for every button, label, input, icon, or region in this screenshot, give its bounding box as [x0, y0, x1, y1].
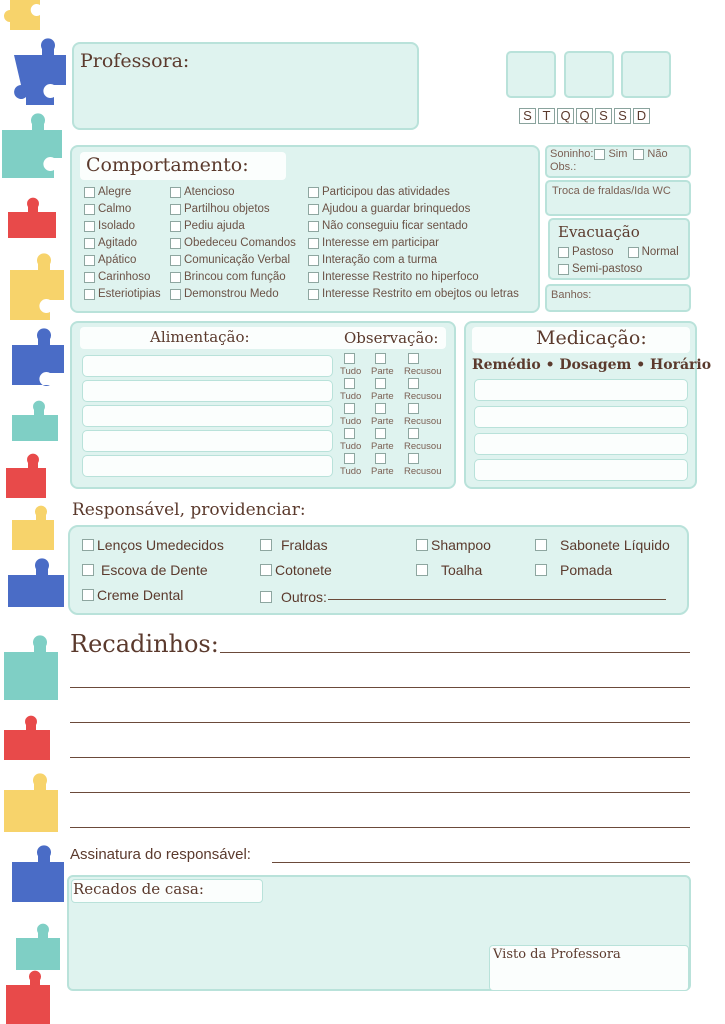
- weekday-letter[interactable]: D: [633, 108, 650, 124]
- providenciar-item[interactable]: [535, 537, 670, 553]
- alimentacao-option-label: Recusou: [404, 366, 442, 377]
- nao-checkbox[interactable]: [633, 149, 644, 160]
- medicacao-title: Medicação:: [536, 327, 647, 349]
- checkbox[interactable]: [308, 272, 319, 283]
- checkbox[interactable]: [170, 255, 181, 266]
- alimentacao-option-label: Recusou: [404, 391, 442, 402]
- alimentacao-option-label: Tudo: [340, 466, 362, 477]
- alimentacao-option-label: Parte: [371, 366, 394, 377]
- alimentacao-option-checkbox[interactable]: [344, 403, 355, 414]
- normal-checkbox[interactable]: [628, 247, 639, 258]
- recadinho-line[interactable]: [70, 757, 690, 758]
- alimentacao-option-label: Tudo: [340, 441, 362, 452]
- weekday-letter[interactable]: Q: [557, 108, 574, 124]
- recadinho-line[interactable]: [220, 652, 690, 653]
- alimentacao-field[interactable]: [82, 430, 333, 452]
- checkbox[interactable]: [170, 238, 181, 249]
- recadinhos-title: Recadinhos:: [70, 630, 219, 658]
- checkbox[interactable]: [170, 289, 181, 300]
- comportamento-item-label: Atencioso: [184, 186, 235, 198]
- comportamento-item[interactable]: [170, 288, 279, 300]
- alimentacao-option-checkbox[interactable]: [408, 428, 419, 439]
- checkbox[interactable]: [82, 589, 94, 601]
- evacuacao-box: [548, 218, 690, 280]
- medicacao-subtitle: Remédio • Dosagem • Horário: [472, 357, 712, 373]
- comportamento-item[interactable]: [308, 186, 450, 198]
- comportamento-title: Comportamento:: [86, 154, 249, 176]
- comportamento-item[interactable]: [84, 186, 131, 198]
- normal-label: Normal: [641, 246, 679, 258]
- checkbox[interactable]: [84, 289, 95, 300]
- comportamento-item-label: Pediu ajuda: [184, 220, 245, 232]
- semi-pastoso-label: Semi-pastoso: [572, 263, 643, 275]
- comportamento-item[interactable]: [308, 203, 470, 215]
- providenciar-item[interactable]: [260, 537, 328, 553]
- comportamento-item-label: Não conseguiu ficar sentado: [322, 220, 468, 232]
- alimentacao-option-checkbox[interactable]: [375, 378, 386, 389]
- comportamento-item-label: Calmo: [98, 203, 132, 215]
- checkbox[interactable]: [416, 564, 428, 576]
- checkbox[interactable]: [170, 272, 181, 283]
- comportamento-item-label: Brincou com função: [184, 271, 286, 283]
- comportamento-item-label: Interesse Restrito em obejtos ou letras: [322, 288, 519, 300]
- recados-casa-label: Recados de casa:: [73, 880, 204, 898]
- weekday-letter[interactable]: S: [614, 108, 631, 124]
- banhos-box[interactable]: [545, 284, 691, 312]
- weekday-letter[interactable]: Q: [576, 108, 593, 124]
- puzzle-piece-icon: [2, 0, 66, 1024]
- comportamento-item[interactable]: [170, 237, 296, 249]
- comportamento-item-label: Isolado: [98, 220, 136, 232]
- medicacao-field[interactable]: [474, 459, 688, 481]
- alimentacao-option-checkbox[interactable]: [375, 403, 386, 414]
- comportamento-item[interactable]: [170, 203, 270, 215]
- medicacao-field[interactable]: [474, 433, 688, 455]
- alimentacao-title: Alimentação:: [150, 328, 250, 346]
- alimentacao-option-checkbox[interactable]: [375, 453, 386, 464]
- comportamento-item[interactable]: [308, 271, 479, 283]
- comportamento-item-label: Alegre: [98, 186, 132, 198]
- visto-label: Visto da Professora: [493, 947, 621, 962]
- troca-box[interactable]: [545, 180, 691, 216]
- obs-label: Obs.:: [550, 161, 577, 173]
- comportamento-item-label: Esteriotipias: [98, 288, 161, 300]
- alimentacao-option-checkbox[interactable]: [408, 353, 419, 364]
- alimentacao-option-label: Tudo: [340, 416, 362, 427]
- day-box-2[interactable]: [564, 51, 614, 98]
- providenciar-item-label: Outros:: [281, 589, 327, 605]
- providenciar-item[interactable]: [82, 562, 208, 578]
- checkbox[interactable]: [84, 221, 95, 232]
- professora-panel: [72, 42, 419, 130]
- medicacao-field[interactable]: [474, 406, 688, 428]
- semi-pastoso-checkbox[interactable]: [558, 264, 569, 275]
- comportamento-item[interactable]: [84, 254, 136, 266]
- comportamento-item-label: Ajudou a guardar brinquedos: [322, 203, 471, 215]
- soninho-label: Soninho:: [550, 148, 594, 160]
- day-box-3[interactable]: [621, 51, 671, 98]
- checkbox[interactable]: [308, 238, 319, 249]
- checkbox[interactable]: [84, 238, 95, 249]
- providenciar-item-label: Cotonete: [275, 562, 332, 578]
- observacao-title: Observação:: [344, 329, 439, 347]
- weekday-letter[interactable]: S: [595, 108, 612, 124]
- assinatura-line[interactable]: [272, 862, 690, 863]
- checkbox[interactable]: [170, 187, 181, 198]
- comportamento-item[interactable]: [170, 271, 286, 283]
- alimentacao-option-checkbox[interactable]: [344, 353, 355, 364]
- checkbox[interactable]: [170, 204, 181, 215]
- sim-checkbox[interactable]: [594, 149, 605, 160]
- checkbox[interactable]: [535, 564, 547, 576]
- alimentacao-option-checkbox[interactable]: [344, 453, 355, 464]
- providenciar-item-label: Shampoo: [431, 537, 491, 553]
- checkbox[interactable]: [535, 539, 547, 551]
- nao-label: Não: [647, 148, 668, 160]
- checkbox[interactable]: [260, 539, 272, 551]
- checkbox[interactable]: [170, 221, 181, 232]
- checkbox[interactable]: [82, 539, 94, 551]
- checkbox[interactable]: [308, 221, 319, 232]
- alimentacao-option-checkbox[interactable]: [344, 428, 355, 439]
- comportamento-item-label: Partilhou objetos: [184, 203, 270, 215]
- checkbox[interactable]: [260, 591, 272, 603]
- day-box-1[interactable]: [506, 51, 556, 98]
- soninho-box: [545, 145, 691, 178]
- comportamento-item-label: Obedeceu Comandos: [184, 237, 296, 249]
- evacuacao-title: Evacuação: [558, 223, 640, 241]
- assinatura-label: Assinatura do responsável:: [70, 846, 251, 863]
- providenciar-item-label: Pomada: [560, 562, 613, 578]
- providenciar-item-label: Lenços Umedecidos: [97, 537, 224, 553]
- professora-label: Professora:: [80, 50, 190, 72]
- alimentacao-field[interactable]: [82, 455, 333, 477]
- comportamento-item[interactable]: [308, 237, 439, 249]
- alimentacao-option-label: Tudo: [340, 391, 362, 402]
- alimentacao-option-label: Recusou: [404, 416, 442, 427]
- checkbox[interactable]: [416, 539, 428, 551]
- comportamento-item-label: Participou das atividades: [322, 186, 450, 198]
- comportamento-item[interactable]: [84, 237, 137, 249]
- comportamento-item-label: Demonstrou Medo: [184, 288, 279, 300]
- comportamento-item[interactable]: [308, 254, 437, 266]
- comportamento-item[interactable]: [84, 271, 150, 283]
- alimentacao-option-checkbox[interactable]: [408, 453, 419, 464]
- comportamento-item[interactable]: [170, 254, 290, 266]
- providenciar-item-label: Creme Dental: [97, 587, 184, 603]
- alimentacao-option-checkbox[interactable]: [375, 353, 386, 364]
- providenciar-item-label: Toalha: [441, 562, 483, 578]
- alimentacao-option-label: Recusou: [404, 441, 442, 452]
- checkbox[interactable]: [308, 289, 319, 300]
- medicacao-panel: [464, 321, 712, 489]
- weekday-letter[interactable]: T: [538, 108, 555, 124]
- recados-casa-panel[interactable]: [67, 875, 691, 991]
- providenciar-item-label: Escova de Dente: [101, 562, 208, 578]
- pastoso-checkbox[interactable]: [558, 247, 569, 258]
- comportamento-item[interactable]: [84, 203, 131, 215]
- checkbox[interactable]: [308, 255, 319, 266]
- checkbox[interactable]: [84, 204, 95, 215]
- recadinho-line[interactable]: [70, 687, 690, 688]
- alimentacao-field[interactable]: [82, 405, 333, 427]
- checkbox[interactable]: [84, 255, 95, 266]
- alimentacao-option-label: Parte: [371, 391, 394, 402]
- comportamento-item-label: Carinhoso: [98, 271, 151, 283]
- medicacao-field[interactable]: [474, 379, 688, 401]
- comportamento-item-label: Interesse Restrito no hiperfoco: [322, 271, 479, 283]
- comportamento-item[interactable]: [170, 220, 245, 232]
- alimentacao-option-checkbox[interactable]: [344, 378, 355, 389]
- pastoso-label: Pastoso: [572, 246, 614, 258]
- alimentacao-option-checkbox[interactable]: [375, 428, 386, 439]
- comportamento-item-label: Agitado: [98, 237, 138, 249]
- alimentacao-field[interactable]: [82, 355, 333, 377]
- alimentacao-field[interactable]: [82, 380, 333, 402]
- providenciar-item[interactable]: [416, 537, 491, 553]
- comportamento-item[interactable]: [84, 220, 135, 232]
- recadinho-line[interactable]: [70, 827, 690, 828]
- alimentacao-option-label: Tudo: [340, 366, 362, 377]
- checkbox[interactable]: [308, 187, 319, 198]
- providenciar-item[interactable]: [535, 562, 612, 578]
- recadinho-line[interactable]: [70, 722, 690, 723]
- alimentacao-option-label: Recusou: [404, 466, 442, 477]
- providenciar-item[interactable]: [260, 562, 332, 578]
- alimentacao-option-label: Parte: [371, 466, 394, 477]
- providenciar-item[interactable]: [416, 562, 482, 578]
- providenciar-item[interactable]: [82, 587, 183, 603]
- comportamento-item[interactable]: [84, 288, 161, 300]
- puzzle-border: [0, 0, 72, 1024]
- providenciar-item[interactable]: [260, 589, 327, 605]
- checkbox[interactable]: [84, 187, 95, 198]
- sim-label: Sim: [608, 148, 628, 160]
- alimentacao-option-checkbox[interactable]: [408, 378, 419, 389]
- alimentacao-option-checkbox[interactable]: [408, 403, 419, 414]
- comportamento-item[interactable]: [308, 220, 468, 232]
- providenciar-item-label: Sabonete Líquido: [560, 537, 670, 553]
- banhos-label: Banhos:: [551, 289, 592, 301]
- weekday-letter[interactable]: S: [519, 108, 536, 124]
- comportamento-item-label: Apático: [98, 254, 137, 266]
- comportamento-item-label: Interação com a turma: [322, 254, 438, 266]
- checkbox[interactable]: [84, 272, 95, 283]
- troca-label: Troca de fraldas/Ida WC: [552, 185, 671, 197]
- recadinho-line[interactable]: [70, 792, 690, 793]
- checkbox[interactable]: [260, 564, 272, 576]
- alimentacao-option-label: Parte: [371, 441, 394, 452]
- providenciar-item[interactable]: [82, 537, 224, 553]
- comportamento-item-label: Comunicação Verbal: [184, 254, 291, 266]
- providenciar-item-label: Fraldas: [281, 537, 328, 553]
- checkbox[interactable]: [308, 204, 319, 215]
- comportamento-item[interactable]: [308, 288, 519, 300]
- providenciar-title: Responsável, providenciar:: [72, 500, 306, 520]
- checkbox[interactable]: [82, 564, 94, 576]
- comportamento-item[interactable]: [170, 186, 235, 198]
- alimentacao-option-label: Parte: [371, 416, 394, 427]
- comportamento-item-label: Interesse em participar: [322, 237, 439, 249]
- outros-line[interactable]: [328, 599, 666, 600]
